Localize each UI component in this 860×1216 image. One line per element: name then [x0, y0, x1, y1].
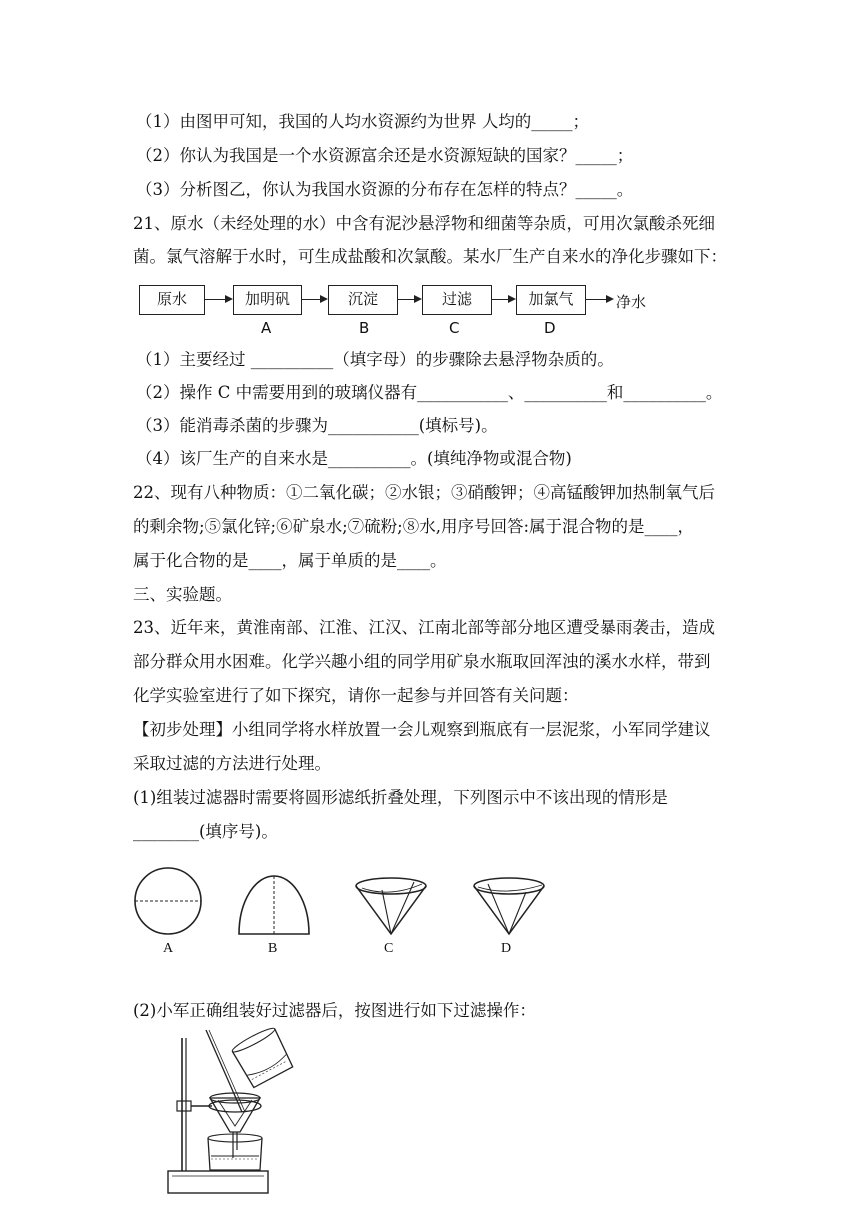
flow-arrow [586, 299, 612, 300]
q23-prelim-line1: 【初步处理】小组同学将水样放置一会儿观察到瓶底有一层泥浆，小军同学建议 [133, 720, 711, 739]
q22-line2: 的剩余物;⑤氯化锌;⑥矿泉水;⑦硫粉;⑧水,用序号回答:属于混合物的是____， [133, 517, 695, 536]
flow-arrow [398, 299, 420, 300]
flow-step-letter-a: A [261, 319, 272, 337]
flow-box-step-c: 过滤 [422, 285, 492, 315]
flow-step-letter-d: D [544, 319, 556, 337]
filter-paper-figure-c [352, 876, 432, 938]
purification-flow-diagram [136, 279, 736, 339]
figure-label-d: D [501, 941, 512, 956]
filter-paper-figure-b [236, 870, 314, 940]
flow-arrow [205, 299, 231, 300]
flow-step-letter-c: C [449, 319, 460, 337]
q23-line3: 化学实验室进行了如下探究，请你一起参与并回答有关问题： [133, 686, 579, 705]
q23-prelim-line2: 采取过滤的方法进行处理。 [133, 754, 331, 773]
q22-line3: 属于化合物的是____，属于单质的是____。 [133, 551, 447, 570]
q21-part1: （1）主要经过 __________（填字母）的步骤除去悬浮物杂质的。 [136, 350, 614, 369]
flow-box-raw-water: 原水 [139, 285, 205, 315]
q20-part2: （2）你认为我国是一个水资源富余还是水资源短缺的国家？_____； [136, 146, 634, 165]
filter-paper-figure-d [470, 876, 550, 938]
section-heading-experiment: 三、实验题。 [133, 585, 232, 604]
flow-end-clean-water: 净水 [616, 293, 647, 311]
flow-arrow [492, 299, 514, 300]
q21-stem-line2: 菌。氯气溶解于水时，可生成盐酸和次氯酸。某水厂生产自来水的净化步骤如下： [133, 247, 727, 266]
q23-sub2: (2)小军正确组装好过滤器后，按图进行如下过滤操作： [133, 1001, 536, 1020]
figure-label-b: B [268, 941, 278, 956]
q20-part1: （1）由图甲可知，我国的人均水资源约为世界 人均的_____； [136, 112, 589, 131]
flow-box-step-d: 加氯气 [516, 285, 586, 315]
flow-arrow [302, 299, 326, 300]
figure-label-c: C [384, 941, 394, 956]
q23-sub1-line1: (1)组装过滤器时需要将圆形滤纸折叠处理，下列图示中不该出现的情形是 [133, 788, 668, 807]
q21-part3: （3）能消毒杀菌的步骤为___________(填标号)。 [136, 416, 498, 435]
q23-line2: 部分群众用水困难。化学兴趣小组的同学用矿泉水瓶取回浑浊的溪水水样，带到 [133, 652, 711, 671]
q21-stem-line1: 21、原水（未经处理的水）中含有泥沙悬浮物和细菌等杂质，可用次氯酸杀死细 [133, 214, 715, 233]
q23-sub1-line2: ________(填序号)。 [133, 822, 278, 841]
q21-part2: （2）操作 C 中需要用到的玻璃仪器有___________、__________和__________。 [136, 383, 723, 402]
q23-line1: 23、近年来，黄淮南部、江淮、江汉、江南北部等部分地区遭受暴雨袭击，造成 [133, 618, 715, 637]
filter-paper-figure-a [133, 866, 205, 936]
flow-step-letter-b: B [359, 319, 370, 337]
flow-box-step-a: 加明矾 [233, 285, 302, 315]
flow-box-step-b: 沉淀 [328, 285, 398, 315]
figure-label-a: A [163, 941, 174, 956]
filtration-apparatus-illustration [160, 1028, 300, 1202]
q22-line1: 22、现有八种物质：①二氧化碳；②水银；③硝酸钾；④高锰酸钾加热制氧气后 [133, 483, 715, 502]
q20-part3: （3）分析图乙，你认为我国水资源的分布存在怎样的特点？_____。 [136, 180, 634, 199]
q21-part4: （4）该厂生产的自来水是__________。(填纯净物或混合物) [136, 449, 572, 468]
